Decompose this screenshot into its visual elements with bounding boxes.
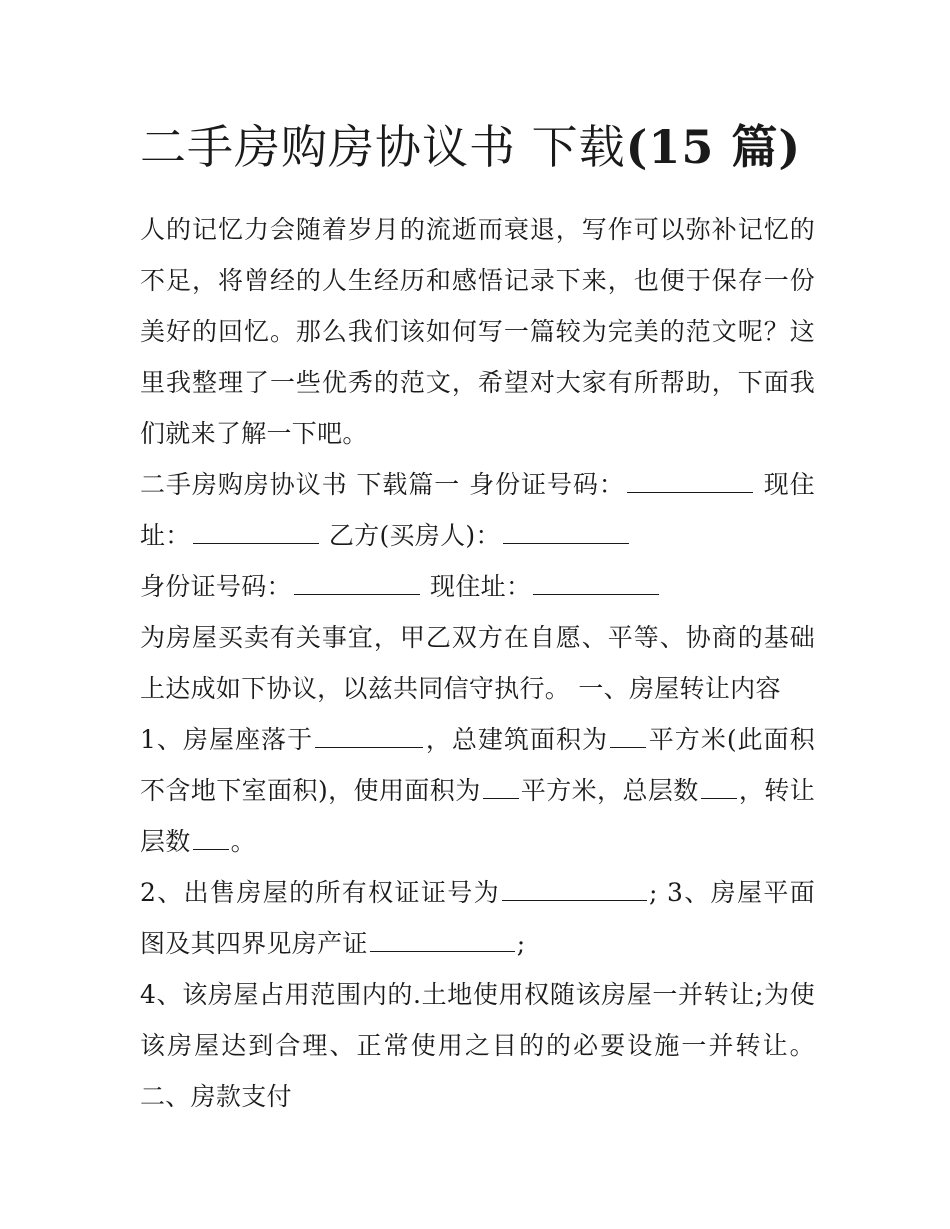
address-blank [193,542,319,544]
buyer-id-blank [294,593,420,595]
agreement-paragraph: 为房屋买卖有关事宜，甲乙双方在自愿、平等、协商的基础上达成如下协议，以兹共同信守执行。 一、房屋转让内容 [140,623,815,703]
id-number-blank [627,491,753,493]
buyer-address-blank [533,593,659,595]
title-main: 二手房购房协议书 下载 [140,120,626,174]
party-a-info-paragraph: 二手房购房协议书 下载篇一 身份证号码： 现住址： 乙方(买房人)： [140,470,815,550]
building-area-blank [610,746,646,748]
clause-1-paragraph: 1、房屋座落于 ，总建筑面积为 平方米(此面积不含地下室面积)，使用面积为 平方米，总层数 ，转让层数 。 [140,725,815,856]
total-floors-blank [701,797,737,799]
title-count: (15 篇) [625,120,802,174]
location-blank [315,746,423,748]
clause-2-3-paragraph: 2、出售房屋的所有权证证号为 ; 3、房屋平面图及其四界见房产证 ; [140,878,815,958]
document-page [140,112,815,1122]
property-certificate-blank [370,950,515,952]
usable-area-blank [483,797,519,799]
party-b-info-paragraph: 身份证号码： 现住址： [140,561,815,612]
buyer-name-blank [503,542,629,544]
intro-paragraph: 人的记忆力会随着岁月的流逝而衰退，写作可以弥补记忆的不足，将曾经的人生经历和感悟记录下来，也便于保存一份美好的回忆。那么我们该如何写一篇较为完美的范文呢？这里我整理了一些优秀的范文，希望对大家有所帮助，下面我们就来了解一下吧。 [140,215,815,448]
transfer-floor-blank [193,848,229,850]
certificate-number-blank [502,899,647,901]
clause-4-paragraph: 4、该房屋占用范围内的.土地使用权随该房屋一并转让;为使该房屋达到合理、正常使用之目的的必要设施一并转让。 二、房款支付 [140,980,815,1111]
document-title [140,112,815,182]
